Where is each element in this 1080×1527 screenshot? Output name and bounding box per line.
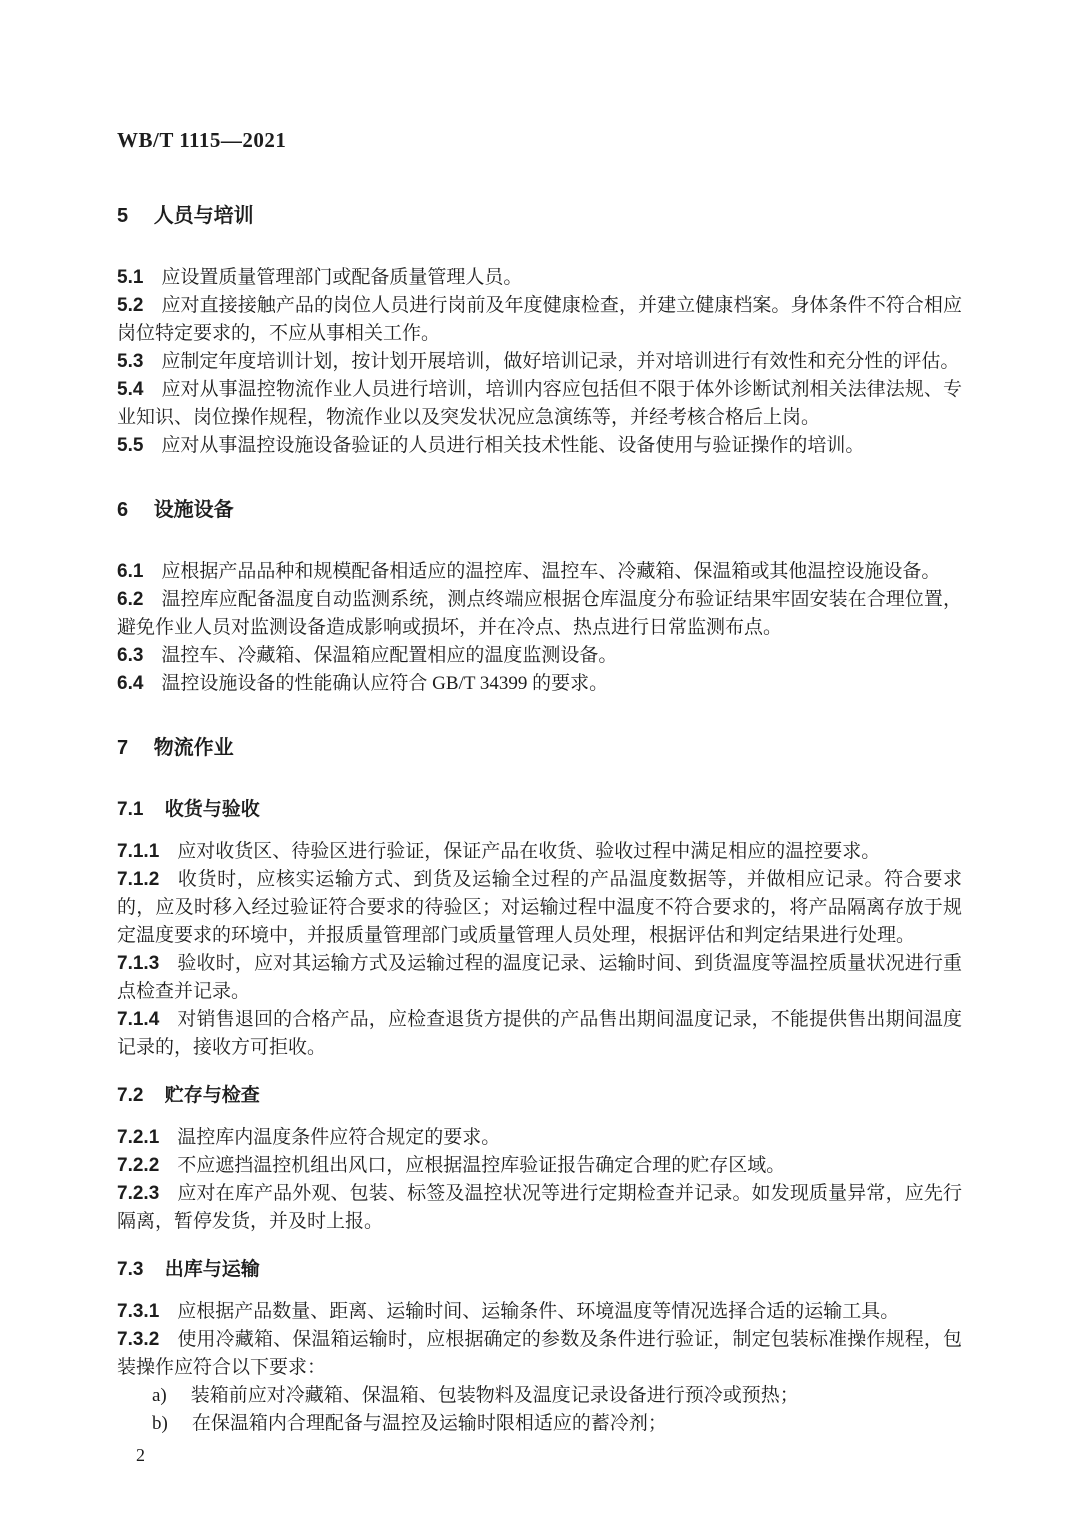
clause-text: 使用冷藏箱、保温箱运输时，应根据确定的参数及条件进行验证，制定包装标准操作规程，包装操作应符合以下要求： — [117, 1329, 962, 1378]
clause-5-3 — [117, 348, 962, 376]
subsection-title: 出库与运输 — [164, 1259, 260, 1280]
standard-number-header: WB/T 1115—2021 — [117, 128, 287, 152]
clause-7-1-4 — [117, 1006, 962, 1062]
clause-6-3 — [117, 642, 962, 670]
subsection-title: 收货与验收 — [164, 799, 260, 820]
clause-number: 7.1.2 — [117, 869, 160, 890]
clause-number: 6.4 — [117, 673, 144, 694]
clause-5-2 — [117, 292, 962, 348]
clause-text: 应对在库产品外观、包装、标签及温控状况等进行定期检查并记录。如发现质量异常，应先行隔离，暂停发货，并及时上报。 — [117, 1183, 962, 1232]
clause-number: 6.2 — [117, 589, 144, 610]
clause-text: 不应遮挡温控机组出风口，应根据温控库验证报告确定合理的贮存区域。 — [177, 1155, 786, 1176]
subsection-number: 7.2 — [117, 1085, 144, 1106]
clause-number: 7.2.3 — [117, 1183, 160, 1204]
list-item-text: 装箱前应对冷藏箱、保温箱、包装物料及温度记录设备进行预冷或预热； — [190, 1385, 799, 1406]
clause-number: 7.1.1 — [117, 841, 160, 862]
clause-6-1 — [117, 558, 962, 586]
clause-5-5 — [117, 432, 962, 460]
clause-number: 7.3.1 — [117, 1301, 160, 1322]
clause-number: 7.2.1 — [117, 1127, 160, 1148]
subsection-title: 贮存与检查 — [164, 1085, 260, 1106]
clause-text: 应根据产品品种和规模配备相适应的温控库、温控车、冷藏箱、保温箱或其他温控设施设备。 — [161, 561, 941, 582]
clause-text: 收货时，应核实运输方式、到货及运输全过程的产品温度数据等，并做相应记录。符合要求的，应及时移入经过验证符合要求的待验区；对运输过程中温度不符合要求的，将产品隔离存放于规定温度要求的环境中，并报质量管理部门或质量管理人员处理，根据评估和判定结果进行处理。 — [117, 869, 962, 946]
list-item-label: a) — [152, 1385, 167, 1406]
clause-7-1-2 — [117, 866, 962, 950]
clause-text: 温控设施设备的性能确认应符合 GB/T 34399 的要求。 — [161, 673, 609, 694]
section-number: 7 — [117, 737, 129, 759]
list-item-b — [152, 1410, 962, 1438]
subsection-heading-7-2 — [117, 1082, 962, 1110]
clause-text: 应对直接接触产品的岗位人员进行岗前及年度健康检查，并建立健康档案。身体条件不符合相应岗位特定要求的，不应从事相关工作。 — [117, 295, 962, 344]
clause-5-1 — [117, 264, 962, 292]
subsection-number: 7.3 — [117, 1259, 144, 1280]
clause-number: 5.4 — [117, 379, 144, 400]
section-number: 5 — [117, 205, 129, 227]
subsection-heading-7-1 — [117, 796, 962, 824]
list-item-text: 在保温箱内合理配备与温控及运输时限相适应的蓄冷剂； — [191, 1413, 667, 1434]
section-title: 设施设备 — [153, 499, 234, 521]
section-heading-6 — [117, 496, 962, 524]
clause-7-3-1 — [117, 1298, 962, 1326]
clause-text: 温控车、冷藏箱、保温箱应配置相应的温度监测设备。 — [161, 645, 618, 666]
clause-text: 应根据产品数量、距离、运输时间、运输条件、环境温度等情况选择合适的运输工具。 — [177, 1301, 900, 1322]
clause-number: 5.3 — [117, 351, 144, 372]
clause-text: 应制定年度培训计划，按计划开展培训，做好培训记录，并对培训进行有效性和充分性的评估。 — [161, 351, 960, 372]
clause-7-1-1 — [117, 838, 962, 866]
page-number: 2 — [136, 1445, 145, 1465]
clause-number: 7.1.3 — [117, 953, 160, 974]
section-number: 6 — [117, 499, 129, 521]
clause-5-4 — [117, 376, 962, 432]
section-title: 人员与培训 — [153, 205, 254, 227]
clause-7-2-2 — [117, 1152, 962, 1180]
clause-text: 验收时，应对其运输方式及运输过程的温度记录、运输时间、到货温度等温控质量状况进行重点检查并记录。 — [117, 953, 962, 1002]
clause-number: 7.3.2 — [117, 1329, 160, 1350]
clause-number: 7.2.2 — [117, 1155, 160, 1176]
clause-text: 对销售退回的合格产品，应检查退货方提供的产品售出期间温度记录，不能提供售出期间温度记录的，接收方可拒收。 — [117, 1009, 962, 1058]
clause-number: 5.2 — [117, 295, 144, 316]
clause-text: 应对从事温控设施设备验证的人员进行相关技术性能、设备使用与验证操作的培训。 — [161, 435, 865, 456]
clause-number: 6.3 — [117, 645, 144, 666]
section-title: 物流作业 — [153, 737, 234, 759]
section-heading-7 — [117, 734, 962, 762]
clause-number: 5.1 — [117, 267, 144, 288]
clause-7-2-3 — [117, 1180, 962, 1236]
clause-7-3-2 — [117, 1326, 962, 1382]
clause-7-2-1 — [117, 1124, 962, 1152]
clause-text: 温控库应配备温度自动监测系统，测点终端应根据仓库温度分布验证结果牢固安装在合理位置，避免作业人员对监测设备造成影响或损坏，并在冷点、热点进行日常监测布点。 — [117, 589, 962, 638]
clause-number: 7.1.4 — [117, 1009, 160, 1030]
clause-7-1-3 — [117, 950, 962, 1006]
clause-number: 6.1 — [117, 561, 144, 582]
clause-text: 应对收货区、待验区进行验证，保证产品在收货、验收过程中满足相应的温控要求。 — [177, 841, 881, 862]
subsection-number: 7.1 — [117, 799, 144, 820]
list-item-a — [152, 1382, 962, 1410]
clause-text: 应设置质量管理部门或配备质量管理人员。 — [161, 267, 523, 288]
clause-6-4 — [117, 670, 962, 698]
list-item-label: b) — [152, 1413, 168, 1434]
clause-6-2 — [117, 586, 962, 642]
clause-text: 应对从事温控物流作业人员进行培训，培训内容应包括但不限于体外诊断试剂相关法律法规、专业知识、岗位操作规程，物流作业以及突发状况应急演练等，并经考核合格后上岗。 — [117, 379, 962, 428]
subsection-heading-7-3 — [117, 1256, 962, 1284]
section-heading-5 — [117, 202, 962, 230]
clause-text: 温控库内温度条件应符合规定的要求。 — [177, 1127, 501, 1148]
clause-number: 5.5 — [117, 435, 144, 456]
